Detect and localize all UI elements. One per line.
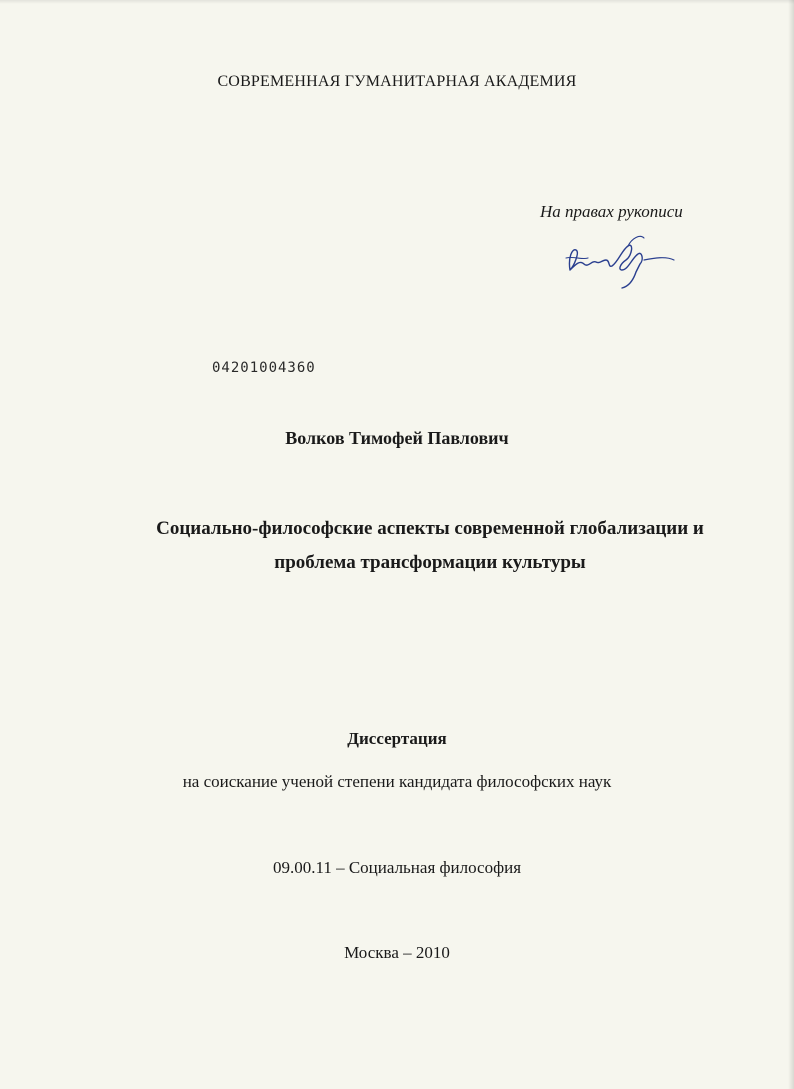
city-year: Москва – 2010	[344, 943, 450, 962]
author-name: Волков Тимофей Павлович	[285, 428, 509, 448]
manuscript-rights-note: На правах рукописи	[540, 202, 683, 221]
title-line-1: Социально-философские аспекты современной глобализации и	[156, 518, 704, 539]
author-signature	[562, 230, 682, 292]
title-line-2: проблема трансформации культуры	[274, 552, 586, 573]
institution-name: СОВРЕМЕННАЯ ГУМАНИТАРНАЯ АКАДЕМИЯ	[217, 73, 577, 90]
degree-statement: на соискание ученой степени кандидата философских наук	[182, 772, 612, 791]
document-type: Диссертация	[347, 729, 447, 748]
scan-top-shadow	[0, 0, 794, 4]
scan-edge-shadow	[788, 0, 794, 1089]
specialty-code: 09.00.11 – Социальная философия	[272, 858, 522, 877]
dissertation-title	[120, 512, 740, 580]
catalog-number: 04201004360	[212, 360, 316, 376]
